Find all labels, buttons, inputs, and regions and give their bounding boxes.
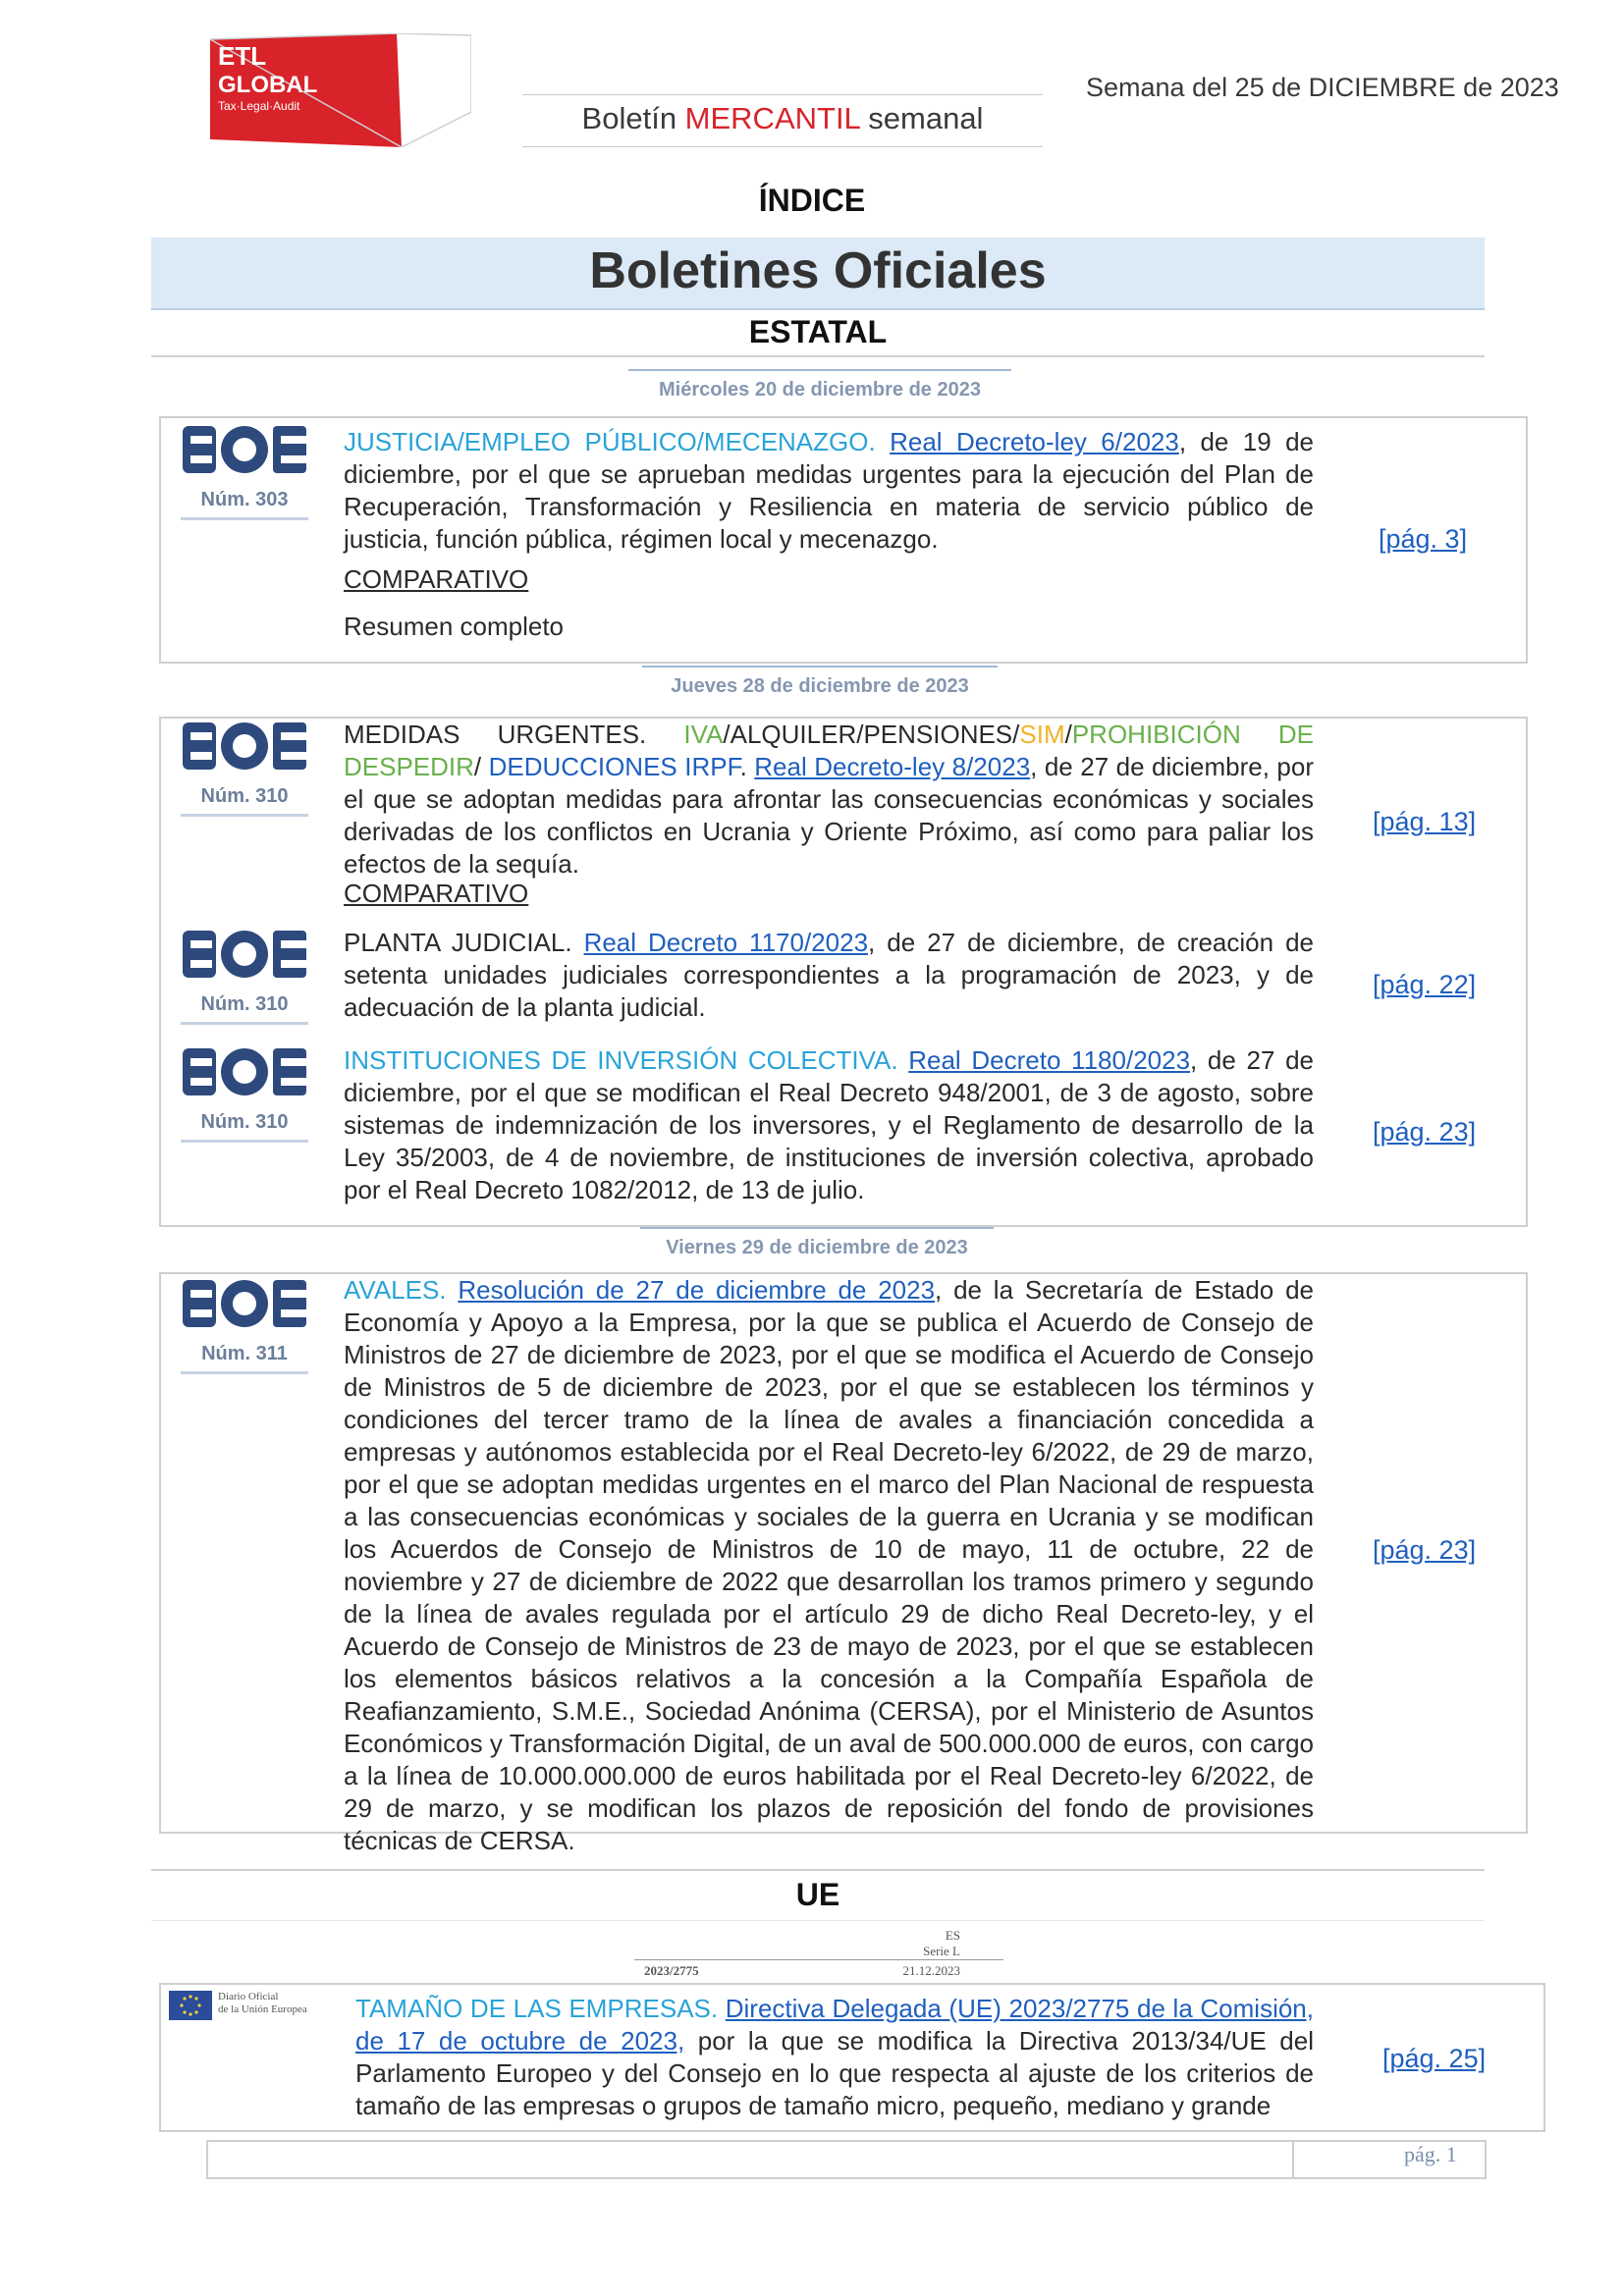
boe-badge — [181, 1276, 308, 1374]
band-title: Boletines Oficiales — [589, 242, 1047, 299]
boe-badge — [181, 1044, 308, 1143]
boe-logo-icon — [181, 927, 308, 982]
divider — [151, 355, 1485, 357]
doue-lang: ES — [945, 1928, 960, 1943]
eu-flag-icon — [169, 1991, 212, 2020]
date-tab: Jueves 28 de diciembre de 2023 — [642, 666, 998, 707]
doue-date: 21.12.2023 — [902, 1963, 960, 1978]
entry-text: PLANTA JUDICIAL. Real Decreto 1170/2023, de 27 de diciembre, de creación de setenta unidades judiciales correspondientes a la programación de 2023, y de adecuación de la planta judicial. — [344, 928, 1314, 1022]
comparativo-link[interactable]: COMPARATIVO — [344, 564, 529, 594]
page-ref-link[interactable]: [pág. 13] — [1373, 807, 1477, 836]
date-tab: Miércoles 20 de diciembre de 2023 — [628, 369, 1011, 410]
boe-number: Núm. 310 — [181, 986, 308, 1025]
page-ref-link[interactable]: [pág. 3] — [1379, 524, 1468, 554]
entry-link[interactable]: Directiva Delegada (UE) 2023/2775 de la Comisión, de 17 de octubre de 2023, — [355, 1994, 1314, 2056]
entry-link[interactable]: Real Decreto-ley 6/2023 — [890, 427, 1179, 456]
entry-text: TAMAÑO DE LAS EMPRESAS. Directiva Delegada (UE) 2023/2775 de la Comisión, de 17 de octubre de 2023, por la que se modifica la Directiva 2013/34/UE del Parlamento Europeo y del Consejo en lo que respecta al ajuste de los criterios de tamaño de las empresas o grupos de tamaño micro, pequeño, mediano y grande — [355, 1994, 1314, 2120]
eu-logo-line1: Diario Oficial — [218, 1991, 279, 2002]
boe-number: Núm. 303 — [181, 481, 308, 520]
entry-text: JUSTICIA/EMPLEO PÚBLICO/MECENAZGO. Real Decreto-ley 6/2023, de 19 de diciembre, por el que se aprueban medidas urgentes para la ejecución del Plan de Recuperación, Transformación y Resiliencia en materia de servicio público de justicia, función pública, régimen local y mecenazgo. — [344, 427, 1314, 554]
doue-serie: Serie L — [923, 1944, 960, 1958]
boe-number: Núm. 310 — [181, 777, 308, 817]
entry-link[interactable]: Resolución de 27 de diciembre de 2023 — [458, 1275, 936, 1305]
svg-text:Tax·Legal·Audit: Tax·Legal·Audit — [218, 99, 300, 113]
boe-badge — [181, 719, 308, 817]
date-tab: Viernes 29 de diciembre de 2023 — [640, 1227, 994, 1268]
estatal-heading: ESTATAL — [748, 314, 888, 349]
entry-link[interactable]: Real Decreto 1180/2023 — [908, 1045, 1191, 1075]
doue-header-snippet — [634, 1924, 1003, 1979]
boe-badge — [181, 422, 308, 520]
boe-logo-icon — [181, 1044, 308, 1099]
doue-number: 2023/2775 — [644, 1963, 699, 1978]
page-ref-link[interactable]: [pág. 25] — [1382, 2044, 1487, 2073]
boe-badge — [181, 927, 308, 1025]
boe-logo-icon — [181, 719, 308, 774]
ue-heading: UE — [795, 1877, 840, 1912]
page-number: pág. 1 — [1404, 2142, 1457, 2166]
page-ref-link[interactable]: [pág. 22] — [1373, 970, 1477, 999]
entry-link[interactable]: Real Decreto-ley 8/2023 — [754, 752, 1031, 781]
page-ref-link[interactable]: [pág. 23] — [1373, 1535, 1477, 1565]
bulletin-title: Boletín MERCANTIL semanal — [522, 94, 1043, 147]
boe-number: Núm. 310 — [181, 1103, 308, 1143]
entry-text: INSTITUCIONES DE INVERSIÓN COLECTIVA. Real Decreto 1180/2023, de 27 de diciembre, por el que se modifican el Real Decreto 948/2001, de 3 de agosto, sobre sistemas de indemnización de los inversores, y el Reglamento de desarrollo de la Ley 35/2003, de 4 de noviembre, de instituciones de inversión colectiva, aprobado por el Real Decreto 1082/2012, de 13 de julio. — [344, 1045, 1315, 1204]
entry-text: AVALES. Resolución de 27 de diciembre de 2023, de la Secretaría de Estado de Economía y Apoyo a la Empresa, por la que se publica el Acuerdo de Consejo de Ministros de 27 de diciembre de 2023, por el que se modifica el Acuerdo de Consejo de Ministros de 5 de diciembre de 2023, por el que se establecen los términos y condiciones del tercer tramo de la línea de avales a financiación concedida a empresas y autónomos establecida por el Real Decreto-ley 6/2022, de 29 de marzo, por el que se adoptan medidas urgentes en el marco del Plan Nacional de respuesta a las consecuencias económicas y sociales de la guerra en Ucrania y se modifican los Acuerdos de Consejo de Ministros de 10 de mayo, 11 de octubre, 22 de noviembre y 27 de diciembre de 2022 que desarrollan los tramos primero y segundo de la línea de avales regulada por el artículo 29 de dicho Real Decreto-ley, y el Acuerdo de Consejo de Ministros de 23 de mayo de 2023, por el que se establecen los elementos básicos relativos a la concesión a la Compañía Española de Reafianzamiento, S.M.E., Sociedad Anónima (CERSA), por el Ministerio de Asuntos Económicos y Transformación Digital, de un aval de 500.000.000 de euros, con cargo a la línea de 10.000.000.000 de euros habilitada por el Real Decreto-ley 6/2022, de 29 de marzo, y se modifican los plazos de reposición del fondo de provisiones técnicas de CERSA. — [344, 1275, 1314, 1855]
boe-number: Núm. 311 — [181, 1335, 308, 1374]
boe-logo-icon — [181, 1276, 308, 1331]
page-ref-link[interactable]: [pág. 23] — [1373, 1117, 1477, 1147]
week-label: Semana del 25 de DICIEMBRE de 2023 — [1086, 73, 1559, 102]
eu-journal-logo — [169, 1991, 316, 2020]
svg-text:GLOBAL: GLOBAL — [218, 72, 318, 98]
divider — [151, 1869, 1485, 1871]
index-heading: ÍNDICE — [758, 183, 866, 218]
etl-global-logo — [210, 33, 471, 147]
divider — [151, 1920, 1485, 1921]
boe-logo-icon — [181, 422, 308, 477]
comparativo-link[interactable]: COMPARATIVO — [344, 879, 529, 908]
footer-box — [206, 2140, 1487, 2179]
svg-text:ETL: ETL — [218, 41, 267, 71]
entry-text: MEDIDAS URGENTES. IVA/ALQUILER/PENSIONES/SIM/PROHIBICIÓN DE DESPEDIR/ DEDUCCIONES IRPF. Real Decreto-ley 8/2023, de 27 de diciembre, por el que se adoptan medidas para afrontar las consecuencias económicas y sociales derivadas de los conflictos en Ucrania y Oriente Próximo, así como para paliar los efectos de la sequía. — [344, 720, 1314, 879]
summary-text: Resumen completo — [344, 612, 564, 641]
eu-logo-line2: de la Unión Europea — [218, 2003, 307, 2015]
entry-link[interactable]: Real Decreto 1170/2023 — [583, 928, 869, 957]
